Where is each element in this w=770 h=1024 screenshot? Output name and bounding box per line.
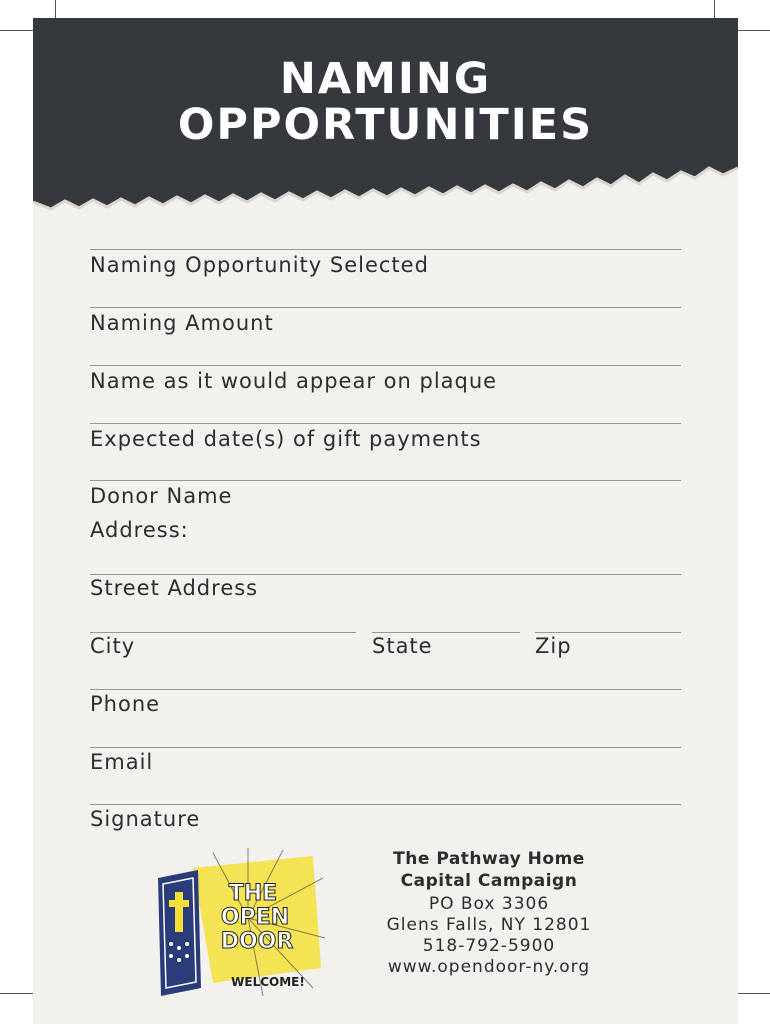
logo-line-2: OPEN xyxy=(220,905,290,930)
zip-field-line[interactable] xyxy=(535,632,681,633)
phone-number: 518-792-5900 xyxy=(422,936,556,956)
field-line[interactable] xyxy=(90,480,681,481)
logo-line-3: DOOR xyxy=(220,929,294,954)
org-name-line-1: The Pathway Home xyxy=(393,849,585,869)
page-title xyxy=(33,56,738,148)
plaque-name-label: Name as it would appear on plaque xyxy=(90,369,498,393)
title-banner xyxy=(33,18,738,218)
open-door-logo xyxy=(153,848,328,998)
naming-opportunity-label: Naming Opportunity Selected xyxy=(90,253,429,277)
state-field-line[interactable] xyxy=(372,632,520,633)
field-line[interactable] xyxy=(90,249,681,250)
gift-dates-label: Expected date(s) of gift payments xyxy=(90,427,482,451)
crop-mark xyxy=(0,30,33,31)
city-label: City xyxy=(90,634,136,658)
city-field-line[interactable] xyxy=(90,632,356,633)
state-label: State xyxy=(372,634,433,658)
field-line[interactable] xyxy=(90,574,681,575)
crop-mark xyxy=(55,0,56,18)
field-line[interactable] xyxy=(90,689,681,690)
po-box: PO Box 3306 xyxy=(428,894,550,914)
crop-mark xyxy=(738,30,770,31)
crop-mark xyxy=(0,993,33,994)
title-line-1: NAMING xyxy=(279,54,492,104)
org-name-line-2: Capital Campaign xyxy=(400,871,578,891)
naming-opportunities-card xyxy=(33,18,738,1024)
signature-label: Signature xyxy=(90,807,201,831)
title-line-2: OPPORTUNITIES xyxy=(177,100,594,150)
phone-label: Phone xyxy=(90,692,161,716)
donor-name-label: Donor Name xyxy=(90,484,233,508)
logo-welcome: WELCOME! xyxy=(231,975,305,989)
field-line[interactable] xyxy=(90,307,681,308)
email-label: Email xyxy=(90,750,154,774)
address-label: Address: xyxy=(90,518,189,542)
naming-amount-label: Naming Amount xyxy=(90,311,274,335)
field-line[interactable] xyxy=(90,423,681,424)
field-line[interactable] xyxy=(90,804,681,805)
zip-label: Zip xyxy=(535,634,572,658)
field-line[interactable] xyxy=(90,365,681,366)
city-state-zip: Glens Falls, NY 12801 xyxy=(386,915,592,935)
crop-mark xyxy=(738,993,770,994)
field-line[interactable] xyxy=(90,747,681,748)
website-link[interactable]: www.opendoor-ny.org xyxy=(387,957,591,977)
crop-mark xyxy=(714,0,715,18)
contact-block xyxy=(341,848,637,978)
logo-line-1: THE xyxy=(228,881,278,906)
street-address-label: Street Address xyxy=(90,576,259,600)
